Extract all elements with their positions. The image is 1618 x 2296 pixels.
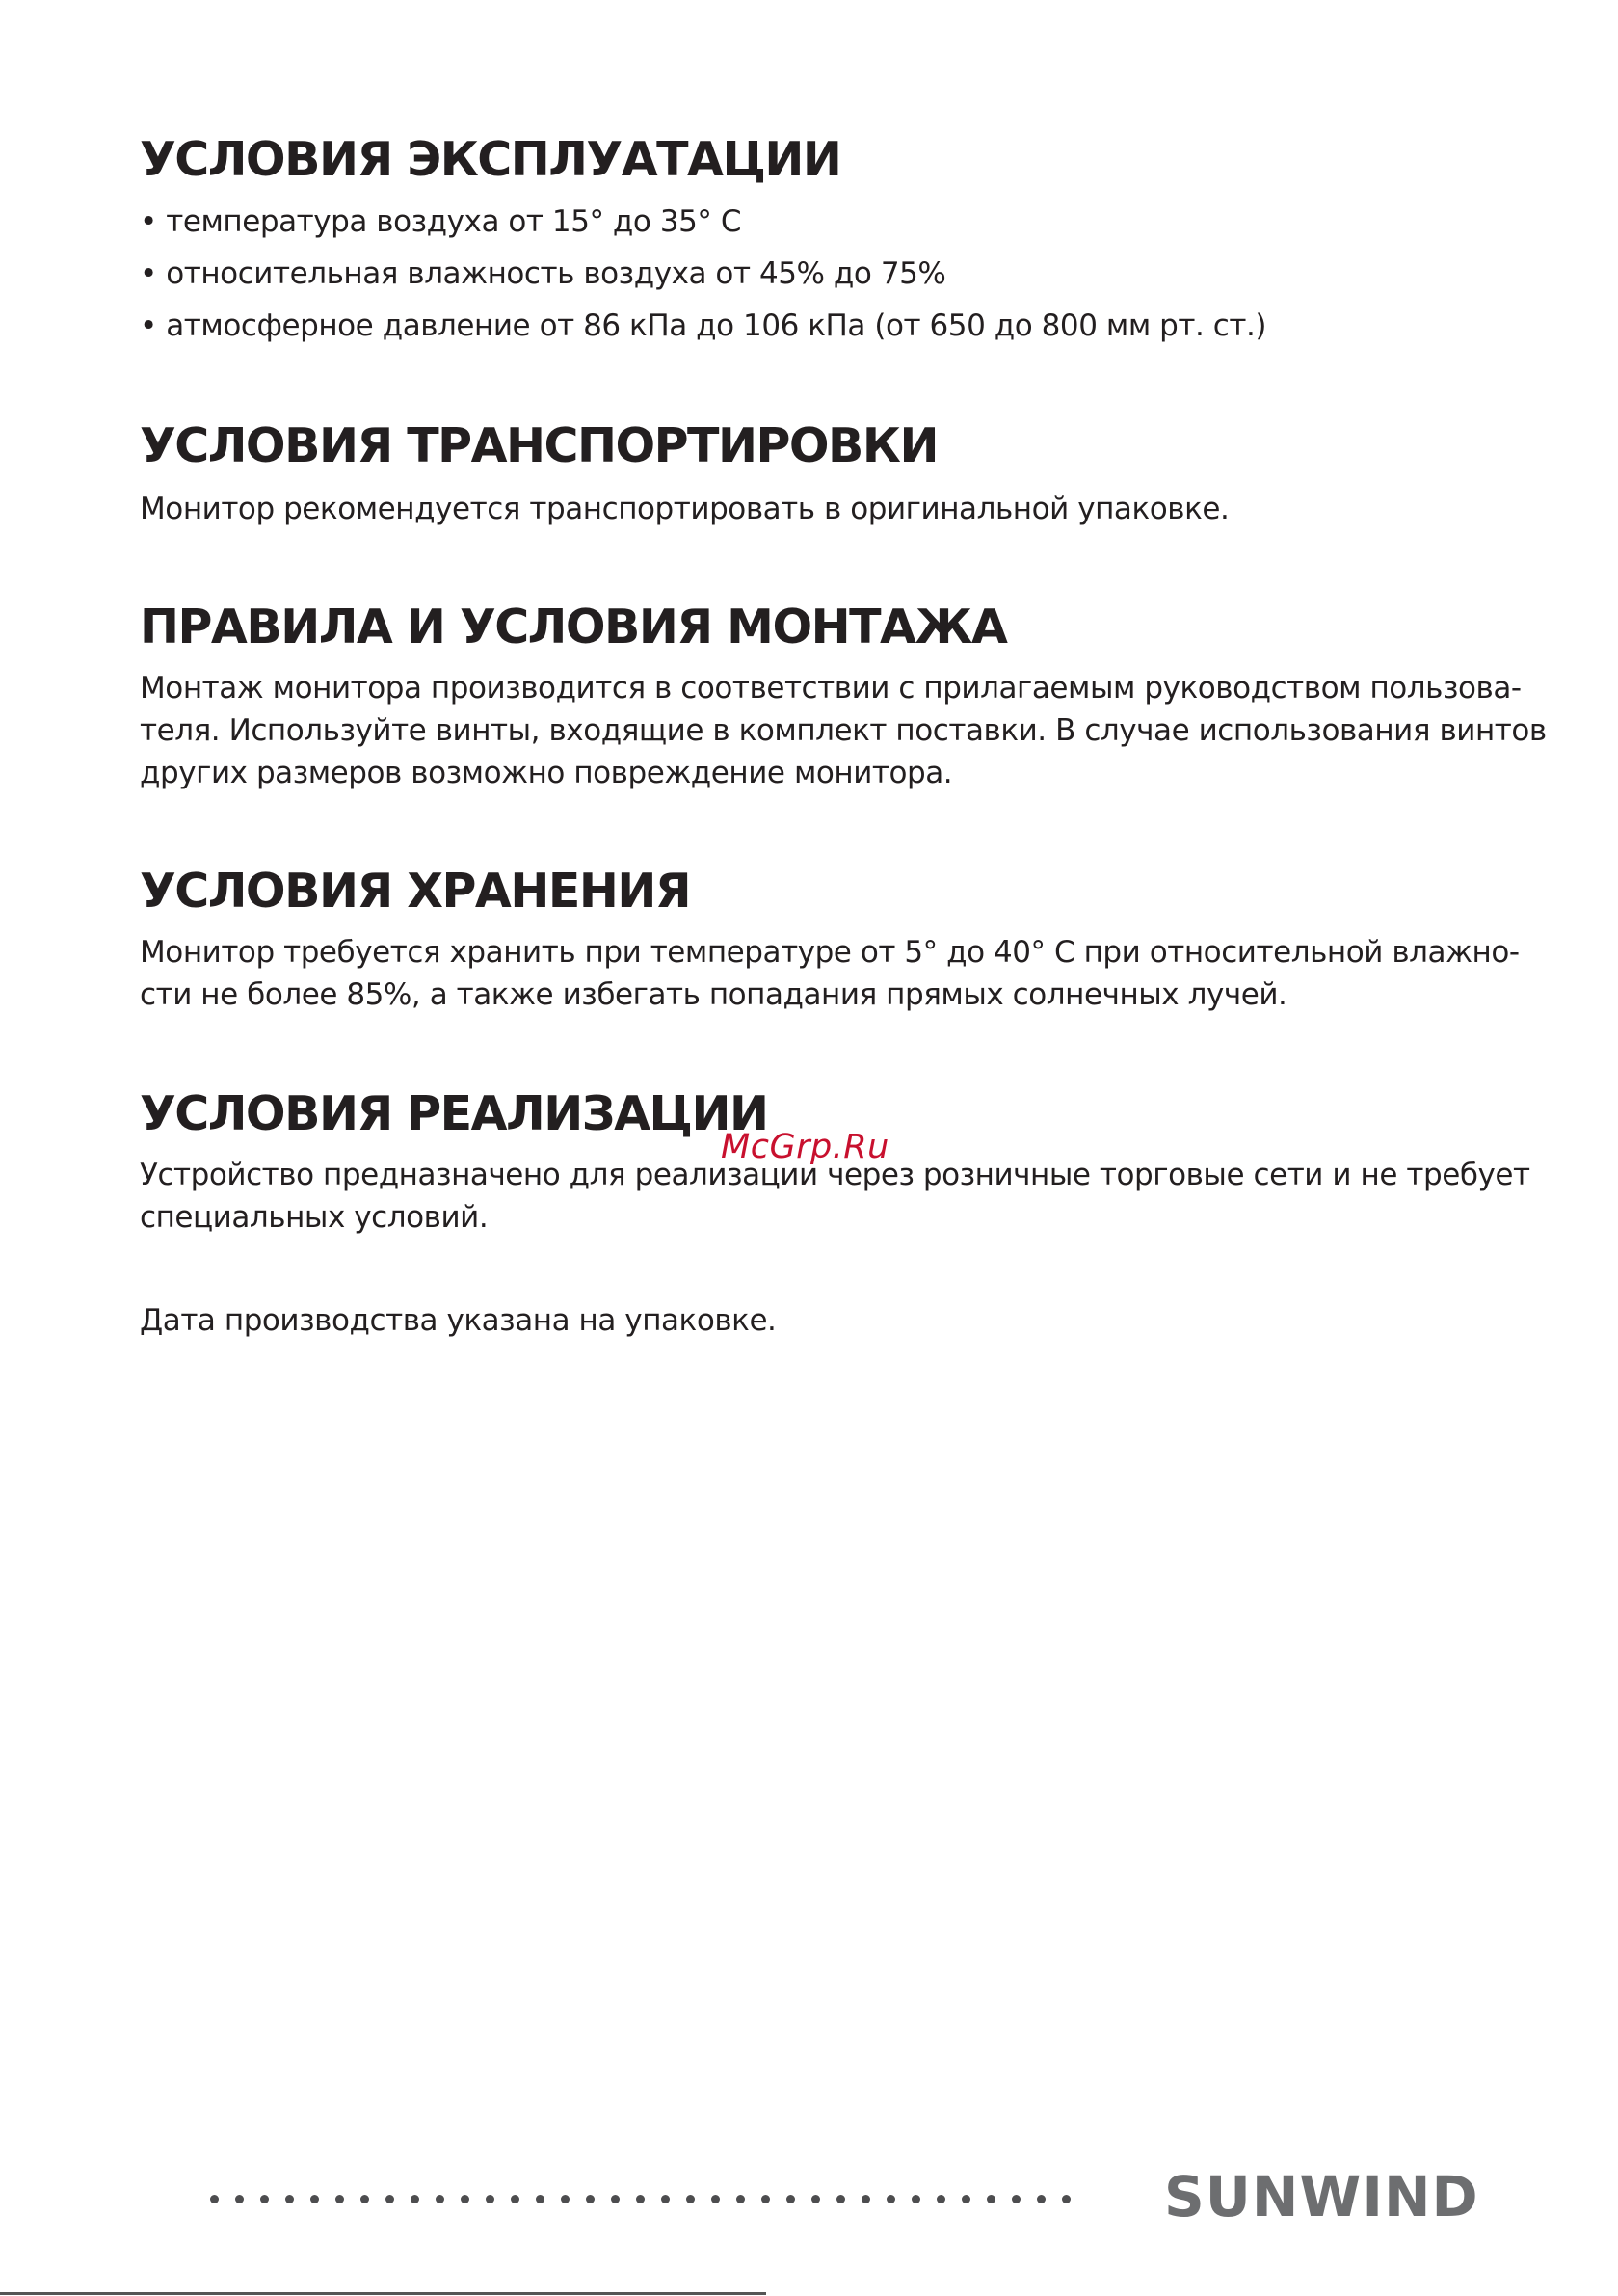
production-date-note: Дата производства указана на упаковке. <box>140 1303 777 1338</box>
footer-dot <box>335 2195 344 2203</box>
footer-dot <box>962 2195 970 2203</box>
footer-dot <box>436 2195 444 2203</box>
footer-dot <box>486 2195 494 2203</box>
footer-dot <box>260 2195 269 2203</box>
footer-dot <box>536 2195 544 2203</box>
footer-dot <box>636 2195 645 2203</box>
mounting-text-line-3: других размеров возможно повреждение монитора. <box>140 756 953 790</box>
footer-dot <box>686 2195 695 2203</box>
footer-dot <box>586 2195 595 2203</box>
mounting-title: ПРАВИЛА И УСЛОВИЯ МОНТАЖА <box>140 600 1007 654</box>
footer-dot <box>736 2195 745 2203</box>
transport-title: УСЛОВИЯ ТРАНСПОРТИРОВКИ <box>140 418 938 473</box>
footer-dot <box>360 2195 369 2203</box>
footer-dot <box>862 2195 870 2203</box>
operation-title: УСЛОВИЯ ЭКСПЛУАТАЦИИ <box>140 132 841 187</box>
footer-dot <box>1062 2195 1071 2203</box>
footer-dot <box>1012 2195 1021 2203</box>
operation-item-temperature: • температура воздуха от 15° до 35° С <box>140 204 742 239</box>
transport-text-line-1: Монитор рекомендуется транспортировать в оригинальной упаковке. <box>140 492 1230 526</box>
sale-text-line-1: Устройство предназначено для реализации через розничные торговые сети и не требует <box>140 1158 1530 1192</box>
footer-dot <box>836 2195 845 2203</box>
watermark-link[interactable]: McGrp.Ru <box>721 1128 889 1166</box>
operation-item-pressure: • атмосферное давление от 86 кПа до 106 кПа (от 650 до 800 мм рт. ст.) <box>140 308 1267 343</box>
footer-dot <box>987 2195 995 2203</box>
sale-title: УСЛОВИЯ РЕАЛИЗАЦИИ <box>140 1086 768 1141</box>
bottom-divider <box>0 2292 766 2295</box>
footer-dot <box>411 2195 419 2203</box>
footer-dot <box>210 2195 219 2203</box>
storage-text-line-2: сти не более 85%, а также избегать попадания прямых солнечных лучей. <box>140 977 1287 1012</box>
footer-dot <box>285 2195 294 2203</box>
footer-dot <box>235 2195 244 2203</box>
footer-dot <box>887 2195 895 2203</box>
footer-dot <box>561 2195 570 2203</box>
mounting-text-line-1: Монтаж монитора производится в соответствии с прилагаемым руководством пользова- <box>140 671 1522 706</box>
footer-dot <box>661 2195 670 2203</box>
footer-dot <box>937 2195 945 2203</box>
footer-dot <box>811 2195 820 2203</box>
footer-dot <box>761 2195 770 2203</box>
storage-text-line-1: Монитор требуется хранить при температуре от 5° до 40° С при относительной влажно- <box>140 935 1520 970</box>
brand-logo: SUNWIND <box>1164 2164 1479 2229</box>
footer-dot <box>310 2195 319 2203</box>
footer-dot <box>385 2195 394 2203</box>
footer-dot-leader <box>210 2195 1071 2203</box>
footer-dot <box>1037 2195 1046 2203</box>
sale-text-line-2: специальных условий. <box>140 1200 489 1235</box>
footer-dot <box>511 2195 519 2203</box>
storage-title: УСЛОВИЯ ХРАНЕНИЯ <box>140 864 691 919</box>
footer-dot <box>611 2195 620 2203</box>
mounting-text-line-2: теля. Используйте винты, входящие в комплект поставки. В случае использования винтов <box>140 713 1547 748</box>
footer-dot <box>912 2195 920 2203</box>
footer-dot <box>711 2195 720 2203</box>
footer-dot <box>461 2195 469 2203</box>
footer-dot <box>786 2195 795 2203</box>
operation-item-humidity: • относительная влажность воздуха от 45% до 75% <box>140 256 946 291</box>
